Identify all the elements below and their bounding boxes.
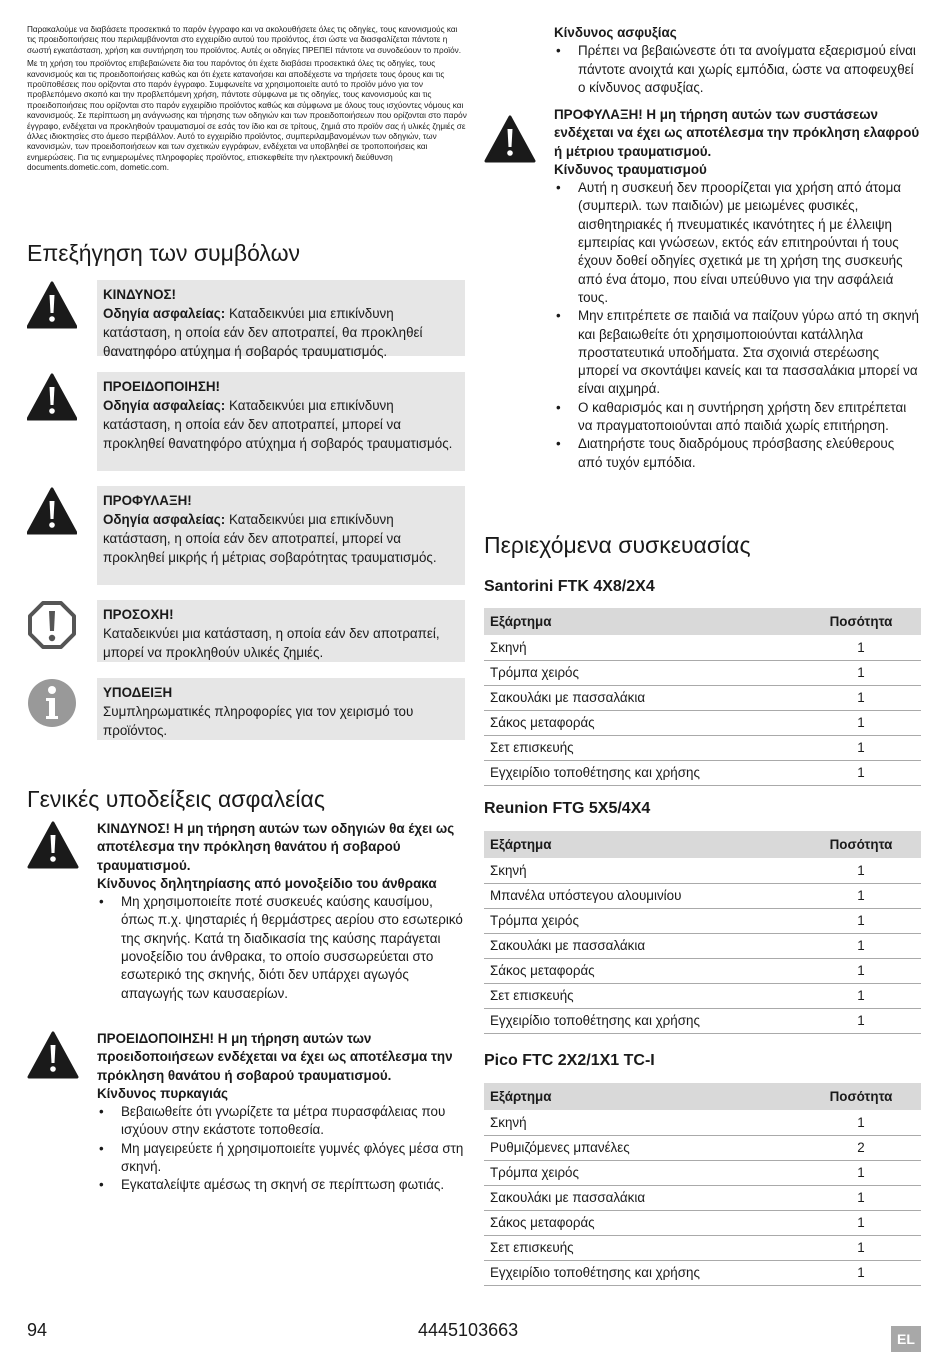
cell-quantity: 1	[801, 933, 921, 958]
list-item: • Μη χρησιμοποιείτε ποτέ συσκευές καύσης καυσίμου, όπως π.χ. ψησταριές ή θερμάστρες αερίου στο εσωτερικό της σκηνής. Κατά τη διαδικασία της καύσης παράγεται μονοξείδιο του άνθρακα, το οποίο συσσωρεύεται στο εσωτερικό της σκηνής, διότι δεν υπάρχει αγωγός απαγωγής των καυσαερίων.	[97, 893, 465, 1003]
notice-octagon-icon	[27, 600, 77, 650]
safety-caution-sub: Κίνδυνος τραυματισμού	[554, 161, 707, 177]
column-header-item: Εξάρτημα	[484, 608, 801, 635]
symbol-warning-label: Οδηγία ασφαλείας:	[103, 398, 226, 413]
cell-quantity: 1	[801, 1110, 921, 1135]
cell-quantity: 1	[801, 710, 921, 735]
symbol-danger-label: Οδηγία ασφαλείας:	[103, 306, 226, 321]
table-row	[484, 1135, 921, 1160]
safety-warning-list	[97, 1103, 465, 1194]
symbol-danger-title: ΚΙΝΔΥΝΟΣ!	[103, 287, 176, 302]
table-row	[484, 1160, 921, 1185]
cell-quantity: 1	[801, 858, 921, 883]
cell-item: Εγχειρίδιο τοποθέτησης και χρήσης	[484, 1008, 801, 1033]
table-row	[484, 1235, 921, 1260]
cell-quantity: 1	[801, 1008, 921, 1033]
intro-paragraph-1: Παρακαλούμε να διαβάσετε προσεκτικά το παρόν έγγραφο και να ακολουθήσετε όλες τις οδηγίες, τους κανονισμούς και τις προειδοποιήσεις που περιλαμβάνονται στο εγχειρίδιο αυτού του προϊόντος, έτσι ώστε να διασφαλίζεται πάντοτε η σωστή εγκατάσταση, χρήση και συντήρηση του προϊόντος. Αυτές οι οδηγίες ΠΡΕΠΕΙ πάντοτε να συνοδεύουν το προϊόν.	[27, 25, 462, 55]
table-row	[484, 1185, 921, 1210]
list-item: • Αυτή η συσκευή δεν προορίζεται για χρήση από άτομα (συμπεριλ. των παιδιών) με μειωμένες φυσικές, αισθητηριακές ή πνευματικές ικανότητες ή με έλλειψη εμπειρίας και γνώσεων, εκτός εάν επιτηρούνται ή τους έχουν δοθεί οδηγίες σχετικά με τη χρήση της συσκευής από ένα άτομο, που είναι υπεύθυνο για την ασφάλειά τους.	[554, 179, 922, 307]
contents-table	[484, 608, 921, 786]
cell-item: Εγχειρίδιο τοποθέτησης και χρήσης	[484, 760, 801, 785]
cell-quantity: 1	[801, 1260, 921, 1285]
safety-heading: Γενικές υποδείξεις ασφαλείας	[27, 786, 325, 812]
contents-table	[484, 831, 921, 1034]
table-row	[484, 908, 921, 933]
list-item: • Εγκαταλείψτε αμέσως τη σκηνή σε περίπτωση φωτιάς.	[97, 1176, 465, 1194]
symbol-caution-title: ΠΡΟΦΥΛΑΞΗ!	[103, 493, 192, 508]
warning-triangle-icon	[27, 372, 77, 422]
cell-item: Σακουλάκι με πασσαλάκια	[484, 1185, 801, 1210]
table-row	[484, 933, 921, 958]
cell-quantity: 1	[801, 1185, 921, 1210]
cell-quantity: 1	[801, 735, 921, 760]
warning-triangle-icon	[27, 820, 79, 870]
symbols-heading: Επεξήγηση των συμβόλων	[27, 240, 301, 266]
safety-danger-list	[97, 893, 465, 1003]
column-header-quantity: Ποσότητα	[801, 831, 921, 858]
table-row	[484, 660, 921, 685]
cell-item: Σκηνή	[484, 858, 801, 883]
table-row	[484, 958, 921, 983]
cell-item: Σκηνή	[484, 635, 801, 660]
symbol-note-title: ΥΠΟΔΕΙΞΗ	[103, 685, 173, 700]
table-row	[484, 1210, 921, 1235]
list-item: • Ο καθαρισμός και η συντήρηση χρήστη δεν επιτρέπεται να πραγματοποιούνται από παιδιά χωρίς επιτήρηση.	[554, 399, 922, 436]
cell-item: Τρόμπα χειρός	[484, 1160, 801, 1185]
table-row	[484, 1008, 921, 1033]
symbol-warning-text: Καταδεικνύει μια επικίνδυνη κατάσταση, η οποία εάν δεν αποτραπεί, μπορεί να προκληθεί θανατηφόρο ατύχημα ή σοβαρός τραυματισμός.	[103, 398, 453, 451]
table-row	[484, 1260, 921, 1285]
warning-triangle-icon	[484, 114, 536, 164]
info-circle-icon	[27, 678, 77, 728]
cell-quantity: 1	[801, 983, 921, 1008]
table-row	[484, 685, 921, 710]
cell-quantity: 1	[801, 1160, 921, 1185]
product-name: Reunion FTG 5X5/4X4	[484, 800, 651, 817]
safety-warning-head: ΠΡΟΕΙΔΟΠΟΙΗΣΗ! Η μη τήρηση αυτών των προειδοποιήσεων ενδέχεται να έχει ως αποτέλεσμα την πρόκληση θανάτου ή σοβαρού τραυματισμού.	[97, 1031, 453, 1083]
column-header-item: Εξάρτημα	[484, 1083, 801, 1110]
cell-quantity: 2	[801, 1135, 921, 1160]
cell-item: Σάκος μεταφοράς	[484, 1210, 801, 1235]
cell-quantity: 1	[801, 635, 921, 660]
table-row	[484, 710, 921, 735]
warning-triangle-icon	[27, 486, 77, 536]
list-item: • Διατηρήστε τους διαδρόμους πρόσβασης ελεύθερους από τυχόν εμπόδια.	[554, 435, 922, 472]
symbol-note-text: Συμπληρωματικές πληροφορίες για τον χειρισμό του προϊόντος.	[103, 704, 414, 738]
contents-table	[484, 1083, 921, 1286]
warning-triangle-icon	[27, 1030, 79, 1080]
safety-suffocation-sub: Κίνδυνος ασφυξίας	[554, 25, 677, 40]
safety-caution-head: ΠΡΟΦΥΛΑΞΗ! Η μη τήρηση αυτών των συστάσεων ενδέχεται να έχει ως αποτέλεσμα την πρόκληση ελαφρού ή μέτριου τραυματισμού.	[554, 107, 920, 159]
safety-warning-sub: Κίνδυνος πυρκαγιάς	[97, 1085, 229, 1101]
product-name: Santorini FTK 4X8/2X4	[484, 578, 655, 595]
intro-paragraph-2: Με τη χρήση του προϊόντος επιβεβαιώνετε δια του παρόντος ότι έχετε διαβάσει προσεκτικά όλες τις οδηγίες, τους κανονισμούς και τις προειδοποιήσεις καθώς και ότι έχετε κατανοήσει και αποδέχεστε να τηρήσετε τους όρους και τις προϋποθέσεις που ορίζονται στο παρόν έγγραφο. Συμφωνείτε να χρησιμοποιείτε αυτό το προϊόν μόνο για τον προβλεπόμενο σκοπό και την προβλεπόμενη χρήση, πάντοτε σύμφωνα με τις οδηγίες, τους κανονισμούς και τις προειδοποιήσεις που ορίζονται στο παρόν εγχειρίδιο προϊόντος καθώς και σύμφωνα με όλους τους ισχύοντες νόμους και κανονισμούς. Σε περίπτωση μη ανάγνωσης και τήρησης των οδηγιών και των προειδοποιήσεων που ορίζονται στο παρόν έγγραφο, ενδέχεται να προκληθούν τραυματισμοί σε εσάς τον ίδιο και σε τρίτους, ζημιά στο προϊόν σας ή υλικές ζημιές σε άλλες ιδιοκτησίες στο άμεσο περιβάλλον. Αυτό το εγχειρίδιο προϊόντος, συμπεριλαμβανομένων των οδηγιών, των κανονισμών, των προειδοποιήσεων και των σχετικών εγγράφων, ενδέχεται να υποβληθεί σε τροποποιήσεις και ενημερώσεις. Για τις ενημερωμένες πληροφορίες προϊόντος, επισκεφθείτε την ηλεκτρονική διεύθυνση documents.dometic.com, dometic.com.	[27, 59, 467, 173]
table-header-row	[484, 831, 921, 858]
cell-item: Σακουλάκι με πασσαλάκια	[484, 933, 801, 958]
safety-danger-head: ΚΙΝΔΥΝΟΣ! Η μη τήρηση αυτών των οδηγιών θα έχει ως αποτέλεσμα την πρόκληση θανάτου ή σοβαρού τραυματισμού.	[97, 821, 455, 873]
cell-quantity: 1	[801, 760, 921, 785]
symbol-caution-text: Καταδεικνύει μια επικίνδυνη κατάσταση, η οποία εάν δεν αποτραπεί, μπορεί να προκληθεί μικρής ή μέτριας σοβαρότητας τραυματισμός.	[103, 512, 437, 565]
cell-quantity: 1	[801, 958, 921, 983]
cell-quantity: 1	[801, 1235, 921, 1260]
safety-suffocation-list	[554, 42, 922, 97]
table-header-row	[484, 1083, 921, 1110]
cell-item: Εγχειρίδιο τοποθέτησης και χρήσης	[484, 1260, 801, 1285]
table-row	[484, 883, 921, 908]
safety-danger-sub: Κίνδυνος δηλητηρίασης από μονοξείδιο του άνθρακα	[97, 875, 437, 891]
cell-item: Σκηνή	[484, 1110, 801, 1135]
list-item: • Μην επιτρέπετε σε παιδιά να παίζουν γύρω από τη σκηνή και βεβαιωθείτε ότι χρησιμοποιούνται κατάλληλα προστατευτικά υποδήματα. Στα σχοινιά στερέωσης μπορεί να σκοντάψει κανείς και τα πασσαλάκια μπορεί να είναι αιχμηρά.	[554, 307, 922, 398]
cell-quantity: 1	[801, 883, 921, 908]
symbol-notice-text: Καταδεικνύει μια κατάσταση, η οποία εάν δεν αποτραπεί, μπορεί να προκληθούν υλικές ζημιές.	[103, 626, 440, 660]
list-item: • Πρέπει να βεβαιώνεστε ότι τα ανοίγματα εξαερισμού είναι πάντοτε ανοιχτά και χωρίς εμπόδια, ώστε να αποφευχθεί ο κίνδυνος ασφυξίας.	[554, 42, 922, 97]
cell-item: Τρόμπα χειρός	[484, 660, 801, 685]
product-name: Pico FTC 2X2/1X1 TC-I	[484, 1052, 655, 1069]
cell-item: Σακουλάκι με πασσαλάκια	[484, 685, 801, 710]
table-row	[484, 635, 921, 660]
symbol-notice-title: ΠΡΟΣΟΧΗ!	[103, 607, 174, 622]
list-item: • Βεβαιωθείτε ότι γνωρίζετε τα μέτρα πυρασφάλειας που ισχύουν στην εκάστοτε τοποθεσία.	[97, 1103, 465, 1140]
cell-item: Σετ επισκευής	[484, 1235, 801, 1260]
cell-quantity: 1	[801, 685, 921, 710]
symbol-warning-title: ΠΡΟΕΙΔΟΠΟΙΗΣΗ!	[103, 379, 220, 394]
cell-item: Ρυθμιζόμενες μπανέλες	[484, 1135, 801, 1160]
cell-item: Σάκος μεταφοράς	[484, 958, 801, 983]
symbol-caution-label: Οδηγία ασφαλείας:	[103, 512, 226, 527]
column-header-item: Εξάρτημα	[484, 831, 801, 858]
cell-quantity: 1	[801, 660, 921, 685]
table-row	[484, 1110, 921, 1135]
page-number: 94	[27, 1320, 48, 1340]
column-header-quantity: Ποσότητα	[801, 608, 921, 635]
list-item: • Μη μαγειρεύετε ή χρησιμοποιείτε γυμνές φλόγες μέσα στη σκηνή.	[97, 1140, 465, 1177]
cell-item: Μπανέλα υπόστεγου αλουμινίου	[484, 883, 801, 908]
contents-heading: Περιεχόμενα συσκευασίας	[484, 532, 751, 558]
cell-item: Σετ επισκευής	[484, 983, 801, 1008]
column-header-quantity: Ποσότητα	[801, 1083, 921, 1110]
safety-caution-list	[554, 179, 922, 472]
cell-item: Σάκος μεταφοράς	[484, 710, 801, 735]
cell-item: Σετ επισκευής	[484, 735, 801, 760]
table-row	[484, 858, 921, 883]
table-row	[484, 983, 921, 1008]
table-header-row	[484, 608, 921, 635]
intro-text	[27, 25, 467, 177]
table-row	[484, 760, 921, 785]
symbol-danger-text: Καταδεικνύει μια επικίνδυνη κατάσταση, η οποία εάν δεν αποτραπεί, θα προκληθεί θανατηφόρο ατύχημα ή σοβαρός τραυματισμός.	[103, 306, 423, 359]
table-row	[484, 735, 921, 760]
cell-quantity: 1	[801, 908, 921, 933]
warning-triangle-icon	[27, 280, 77, 330]
cell-quantity: 1	[801, 1210, 921, 1235]
doc-number: 4445103663	[418, 1320, 519, 1340]
cell-item: Τρόμπα χειρός	[484, 908, 801, 933]
language-badge: EL	[891, 1326, 921, 1352]
